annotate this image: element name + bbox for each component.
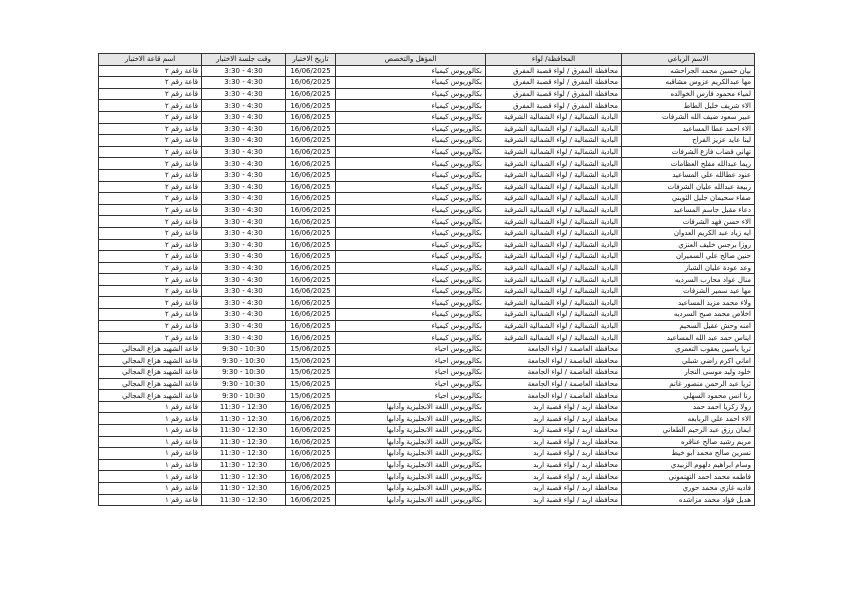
- cell-hall: قاعة رقم ٢: [99, 158, 202, 170]
- cell-date: 16/06/2025: [286, 413, 336, 425]
- cell-major: بكالوريوس احياء: [336, 390, 486, 402]
- cell-major: بكالوريوس كيمياء: [336, 239, 486, 251]
- header-region: المحافظة/ لواء: [486, 54, 622, 66]
- cell-date: 16/06/2025: [286, 332, 336, 344]
- cell-major: بكالوريوس كيمياء: [336, 332, 486, 344]
- cell-region: محافظة العاصمة / لواء الجامعة: [486, 355, 622, 367]
- table-row: [99, 204, 755, 216]
- cell-region: البادية الشمالية / لواء الشمالية الشرقية: [486, 251, 622, 263]
- cell-name: الاء حسن فهد الشرفات: [622, 216, 755, 228]
- cell-name: ثريا ياسين يعقوب التعمري: [622, 343, 755, 355]
- cell-name: لينا عايد عزيز الفراج: [622, 135, 755, 147]
- cell-region: محافظة اربد / لواء قصبة اربد: [486, 448, 622, 460]
- cell-region: البادية الشمالية / لواء الشمالية الشرقية: [486, 227, 622, 239]
- cell-name: ثريا عبد الرحمن منصور غانم: [622, 378, 755, 390]
- cell-name: حنين صالح علي السميران: [622, 251, 755, 263]
- table-row: [99, 332, 755, 344]
- cell-major: بكالوريوس اللغة الانجليزية وآدابها: [336, 494, 486, 506]
- cell-date: 16/06/2025: [286, 425, 336, 437]
- cell-region: البادية الشمالية / لواء الشمالية الشرقية: [486, 111, 622, 123]
- cell-hall: قاعة رقم ١: [99, 413, 202, 425]
- cell-time: 11:30 - 12:30: [202, 425, 286, 437]
- cell-region: البادية الشمالية / لواء الشمالية الشرقية: [486, 146, 622, 158]
- cell-hall: قاعة رقم ٢: [99, 216, 202, 228]
- cell-region: البادية الشمالية / لواء الشمالية الشرقية: [486, 216, 622, 228]
- cell-region: البادية الشمالية / لواء الشمالية الشرقية: [486, 332, 622, 344]
- cell-date: 16/06/2025: [286, 239, 336, 251]
- cell-time: 3:30 - 4:30: [202, 146, 286, 158]
- header-hall: اسم قاعة الاختبار: [99, 54, 202, 66]
- cell-major: بكالوريوس كيمياء: [336, 309, 486, 321]
- candidates-sheet: [98, 53, 754, 506]
- cell-date: 15/06/2025: [286, 367, 336, 379]
- cell-region: البادية الشمالية / لواء الشمالية الشرقية: [486, 285, 622, 297]
- cell-name: اماني اكرم راضي شبلي: [622, 355, 755, 367]
- cell-name: ايناس حمد عبد الله المساعيد: [622, 332, 755, 344]
- cell-date: 16/06/2025: [286, 436, 336, 448]
- cell-region: البادية الشمالية / لواء الشمالية الشرقية: [486, 169, 622, 181]
- cell-region: البادية الشمالية / لواء الشمالية الشرقية: [486, 239, 622, 251]
- cell-name: روزا برجس خليف العنزي: [622, 239, 755, 251]
- table-row: [99, 239, 755, 251]
- cell-major: بكالوريوس كيمياء: [336, 135, 486, 147]
- cell-date: 15/06/2025: [286, 343, 336, 355]
- cell-major: بكالوريوس كيمياء: [336, 158, 486, 170]
- table-row: [99, 436, 755, 448]
- cell-major: بكالوريوس اللغة الانجليزية وآدابها: [336, 413, 486, 425]
- cell-time: 3:30 - 4:30: [202, 285, 286, 297]
- cell-date: 16/06/2025: [286, 169, 336, 181]
- table-row: [99, 123, 755, 135]
- table-row: [99, 181, 755, 193]
- table-row: [99, 169, 755, 181]
- cell-time: 3:30 - 4:30: [202, 193, 286, 205]
- cell-date: 16/06/2025: [286, 482, 336, 494]
- cell-major: بكالوريوس كيمياء: [336, 77, 486, 89]
- cell-time: 3:30 - 4:30: [202, 204, 286, 216]
- cell-name: وسام ابراهيم دلهوم الزبيدي: [622, 459, 755, 471]
- header-major: المؤهل والتخصص: [336, 54, 486, 66]
- cell-hall: قاعة رقم ٢: [99, 297, 202, 309]
- cell-name: ايمان رزق عبد الرحيم الطعاني: [622, 425, 755, 437]
- cell-major: بكالوريوس كيمياء: [336, 65, 486, 77]
- cell-date: 16/06/2025: [286, 216, 336, 228]
- cell-name: الاء شريف خليل الطاط: [622, 100, 755, 112]
- cell-name: رنا انس محمود السهلي: [622, 390, 755, 402]
- table-row: [99, 88, 755, 100]
- cell-region: محافظة العاصمة / لواء الجامعة: [486, 343, 622, 355]
- cell-region: محافظة اربد / لواء قصبة اربد: [486, 436, 622, 448]
- table-row: [99, 216, 755, 228]
- table-row: [99, 77, 755, 89]
- cell-major: بكالوريوس كيمياء: [336, 251, 486, 263]
- cell-hall: قاعة رقم ٢: [99, 309, 202, 321]
- cell-date: 16/06/2025: [286, 227, 336, 239]
- cell-name: نسرين صالح محمد ابو خيط: [622, 448, 755, 460]
- cell-major: بكالوريوس كيمياء: [336, 146, 486, 158]
- cell-time: 9:30 - 10:30: [202, 355, 286, 367]
- cell-region: البادية الشمالية / لواء الشمالية الشرقية: [486, 135, 622, 147]
- table-row: [99, 367, 755, 379]
- cell-date: 16/06/2025: [286, 448, 336, 460]
- cell-hall: قاعة رقم ٢: [99, 146, 202, 158]
- table-row: [99, 459, 755, 471]
- cell-date: 16/06/2025: [286, 309, 336, 321]
- cell-major: بكالوريوس كيمياء: [336, 320, 486, 332]
- cell-hall: قاعة رقم ١: [99, 459, 202, 471]
- cell-name: خلود وليد موسى النجار: [622, 367, 755, 379]
- cell-hall: قاعة رقم ٢: [99, 135, 202, 147]
- cell-time: 3:30 - 4:30: [202, 274, 286, 286]
- cell-name: دعاء مقبل جاسم المساعيد: [622, 204, 755, 216]
- cell-time: 3:30 - 4:30: [202, 181, 286, 193]
- cell-time: 11:30 - 12:30: [202, 448, 286, 460]
- cell-hall: قاعة رقم ٢: [99, 239, 202, 251]
- cell-name: بيان حسين محمد الجراحشه: [622, 65, 755, 77]
- cell-time: 3:30 - 4:30: [202, 135, 286, 147]
- cell-hall: قاعة رقم ٢: [99, 193, 202, 205]
- table-row: [99, 158, 755, 170]
- cell-region: محافظة المفرق / لواء قصبة المفرق: [486, 65, 622, 77]
- candidates-table: [98, 53, 755, 506]
- cell-major: بكالوريوس كيمياء: [336, 111, 486, 123]
- cell-time: 11:30 - 12:30: [202, 401, 286, 413]
- cell-region: البادية الشمالية / لواء الشمالية الشرقية: [486, 193, 622, 205]
- cell-name: ريما عبدالله مفلح العظامات: [622, 158, 755, 170]
- cell-date: 16/06/2025: [286, 65, 336, 77]
- cell-time: 9:30 - 10:30: [202, 367, 286, 379]
- cell-region: محافظة اربد / لواء قصبة اربد: [486, 494, 622, 506]
- cell-major: بكالوريوس احياء: [336, 343, 486, 355]
- table-row: [99, 390, 755, 402]
- cell-hall: قاعة رقم ٢: [99, 169, 202, 181]
- header-time: وقت جلسة الاختبار: [202, 54, 286, 66]
- cell-date: 16/06/2025: [286, 401, 336, 413]
- table-row: [99, 274, 755, 286]
- cell-hall: قاعة رقم ١: [99, 471, 202, 483]
- table-row: [99, 413, 755, 425]
- cell-major: بكالوريوس كيمياء: [336, 88, 486, 100]
- cell-time: 3:30 - 4:30: [202, 320, 286, 332]
- cell-major: بكالوريوس اللغة الانجليزية وآدابها: [336, 436, 486, 448]
- cell-name: اخلاص محمد صبح السرديه: [622, 309, 755, 321]
- cell-time: 9:30 - 10:30: [202, 343, 286, 355]
- cell-region: محافظة اربد / لواء قصبة اربد: [486, 401, 622, 413]
- cell-major: بكالوريوس اللغة الانجليزية وآدابها: [336, 448, 486, 460]
- header-date: تاريخ الاختبار: [286, 54, 336, 66]
- cell-name: ايه زياد عبد الكريم العدوان: [622, 227, 755, 239]
- cell-name: هديل فؤاد محمد مزاشده: [622, 494, 755, 506]
- cell-date: 16/06/2025: [286, 111, 336, 123]
- cell-name: مريم رشيد صالح عناقره: [622, 436, 755, 448]
- cell-date: 16/06/2025: [286, 320, 336, 332]
- table-header: [99, 54, 755, 66]
- cell-major: بكالوريوس احياء: [336, 378, 486, 390]
- cell-date: 16/06/2025: [286, 274, 336, 286]
- cell-hall: قاعة الشهيد هزاع المجالي: [99, 378, 202, 390]
- cell-major: بكالوريوس اللغة الانجليزية وآدابها: [336, 425, 486, 437]
- cell-hall: قاعة رقم ٢: [99, 111, 202, 123]
- cell-date: 16/06/2025: [286, 77, 336, 89]
- cell-hall: قاعة رقم ٢: [99, 65, 202, 77]
- cell-name: مها عبدالكريم عزوس مشاقبه: [622, 77, 755, 89]
- cell-major: بكالوريوس كيمياء: [336, 123, 486, 135]
- cell-date: 16/06/2025: [286, 251, 336, 263]
- cell-date: 16/06/2025: [286, 285, 336, 297]
- cell-major: بكالوريوس كيمياء: [336, 297, 486, 309]
- table-row: [99, 425, 755, 437]
- cell-date: 16/06/2025: [286, 135, 336, 147]
- cell-hall: قاعة الشهيد هزاع المجالي: [99, 355, 202, 367]
- cell-time: 3:30 - 4:30: [202, 227, 286, 239]
- table-row: [99, 378, 755, 390]
- table-row: [99, 482, 755, 494]
- cell-hall: قاعة رقم ٢: [99, 77, 202, 89]
- cell-hall: قاعة رقم ٢: [99, 88, 202, 100]
- cell-time: 11:30 - 12:30: [202, 482, 286, 494]
- cell-hall: قاعة رقم ١: [99, 425, 202, 437]
- table-row: [99, 448, 755, 460]
- table-row: [99, 401, 755, 413]
- cell-major: بكالوريوس احياء: [336, 367, 486, 379]
- cell-date: 16/06/2025: [286, 193, 336, 205]
- cell-region: محافظة اربد / لواء قصبة اربد: [486, 425, 622, 437]
- cell-time: 11:30 - 12:30: [202, 494, 286, 506]
- cell-date: 15/06/2025: [286, 378, 336, 390]
- cell-region: البادية الشمالية / لواء الشمالية الشرقية: [486, 297, 622, 309]
- cell-date: 16/06/2025: [286, 494, 336, 506]
- table-row: [99, 343, 755, 355]
- cell-region: محافظة العاصمة / لواء الجامعة: [486, 390, 622, 402]
- cell-hall: قاعة الشهيد هزاع المجالي: [99, 343, 202, 355]
- cell-time: 9:30 - 10:30: [202, 378, 286, 390]
- cell-hall: قاعة رقم ١: [99, 448, 202, 460]
- cell-date: 16/06/2025: [286, 262, 336, 274]
- cell-time: 3:30 - 4:30: [202, 123, 286, 135]
- cell-major: بكالوريوس اللغة الانجليزية وآدابها: [336, 482, 486, 494]
- cell-hall: قاعة رقم ٢: [99, 100, 202, 112]
- cell-time: 3:30 - 4:30: [202, 332, 286, 344]
- cell-name: فاديه غازي محمد حوري: [622, 482, 755, 494]
- cell-major: بكالوريوس اللغة الانجليزية وآدابها: [336, 459, 486, 471]
- cell-region: محافظة العاصمة / لواء الجامعة: [486, 367, 622, 379]
- cell-time: 3:30 - 4:30: [202, 239, 286, 251]
- cell-hall: قاعة رقم ٢: [99, 123, 202, 135]
- table-row: [99, 135, 755, 147]
- cell-time: 3:30 - 4:30: [202, 100, 286, 112]
- table-row: [99, 262, 755, 274]
- cell-major: بكالوريوس كيمياء: [336, 204, 486, 216]
- cell-name: عبير سعود ضيف الله الشرفات: [622, 111, 755, 123]
- cell-hall: قاعة رقم ٢: [99, 262, 202, 274]
- cell-name: تهاني قضاب فازع الشرفات: [622, 146, 755, 158]
- table-body: [99, 65, 755, 506]
- cell-time: 3:30 - 4:30: [202, 158, 286, 170]
- cell-date: 16/06/2025: [286, 181, 336, 193]
- cell-name: وعد عودة عليان الشباز: [622, 262, 755, 274]
- cell-region: محافظة اربد / لواء قصبة اربد: [486, 482, 622, 494]
- cell-time: 3:30 - 4:30: [202, 88, 286, 100]
- cell-name: فاطمه محمد احمد التهتموني: [622, 471, 755, 483]
- cell-name: لمياء محمود فارس الخوالده: [622, 88, 755, 100]
- cell-time: 3:30 - 4:30: [202, 111, 286, 123]
- cell-date: 16/06/2025: [286, 88, 336, 100]
- cell-major: بكالوريوس كيمياء: [336, 227, 486, 239]
- cell-hall: قاعة الشهيد هزاع المجالي: [99, 367, 202, 379]
- cell-major: بكالوريوس كيمياء: [336, 193, 486, 205]
- cell-major: بكالوريوس كيمياء: [336, 216, 486, 228]
- cell-major: بكالوريوس احياء: [336, 355, 486, 367]
- cell-hall: قاعة رقم ٢: [99, 285, 202, 297]
- cell-hall: قاعة الشهيد هزاع المجالي: [99, 390, 202, 402]
- table-row: [99, 309, 755, 321]
- table-row: [99, 355, 755, 367]
- cell-hall: قاعة رقم ٢: [99, 320, 202, 332]
- cell-region: البادية الشمالية / لواء الشمالية الشرقية: [486, 158, 622, 170]
- cell-region: البادية الشمالية / لواء الشمالية الشرقية: [486, 204, 622, 216]
- cell-time: 11:30 - 12:30: [202, 471, 286, 483]
- cell-hall: قاعة رقم ٢: [99, 181, 202, 193]
- cell-major: بكالوريوس كيمياء: [336, 285, 486, 297]
- cell-region: البادية الشمالية / لواء الشمالية الشرقية: [486, 309, 622, 321]
- cell-date: 16/06/2025: [286, 146, 336, 158]
- cell-region: محافظة اربد / لواء قصبة اربد: [486, 459, 622, 471]
- table-row: [99, 193, 755, 205]
- header-name: الاسم الرباعي: [622, 54, 755, 66]
- table-row: [99, 100, 755, 112]
- header-row: [99, 54, 755, 66]
- cell-region: البادية الشمالية / لواء الشمالية الشرقية: [486, 123, 622, 135]
- cell-time: 3:30 - 4:30: [202, 169, 286, 181]
- cell-region: محافظة المفرق / لواء قصبة المفرق: [486, 100, 622, 112]
- cell-date: 15/06/2025: [286, 390, 336, 402]
- cell-hall: قاعة رقم ١: [99, 401, 202, 413]
- cell-date: 16/06/2025: [286, 297, 336, 309]
- cell-name: الاء احمد عطا المساعيد: [622, 123, 755, 135]
- cell-region: محافظة اربد / لواء قصبة اربد: [486, 413, 622, 425]
- cell-name: صفاء سحيمان جليل الثويني: [622, 193, 755, 205]
- table-row: [99, 471, 755, 483]
- cell-major: بكالوريوس كيمياء: [336, 169, 486, 181]
- table-row: [99, 227, 755, 239]
- cell-name: ربيعة عبدالله عليان الشرفات: [622, 181, 755, 193]
- cell-time: 9:30 - 10:30: [202, 390, 286, 402]
- cell-major: بكالوريوس كيمياء: [336, 274, 486, 286]
- cell-region: محافظة المفرق / لواء قصبة المفرق: [486, 77, 622, 89]
- cell-hall: قاعة رقم ١: [99, 482, 202, 494]
- cell-hall: قاعة رقم ٢: [99, 227, 202, 239]
- cell-major: بكالوريوس اللغة الانجليزية وآدابها: [336, 471, 486, 483]
- cell-region: البادية الشمالية / لواء الشمالية الشرقية: [486, 262, 622, 274]
- cell-region: محافظة اربد / لواء قصبة اربد: [486, 471, 622, 483]
- cell-time: 3:30 - 4:30: [202, 65, 286, 77]
- cell-region: محافظة العاصمة / لواء الجامعة: [486, 378, 622, 390]
- table-row: [99, 285, 755, 297]
- cell-time: 3:30 - 4:30: [202, 309, 286, 321]
- cell-date: 16/06/2025: [286, 204, 336, 216]
- table-row: [99, 320, 755, 332]
- cell-name: عنود عطالله علي المساعيد: [622, 169, 755, 181]
- cell-date: 16/06/2025: [286, 100, 336, 112]
- cell-time: 3:30 - 4:30: [202, 77, 286, 89]
- cell-region: البادية الشمالية / لواء الشمالية الشرقية: [486, 181, 622, 193]
- cell-name: ولاء محمد مزيد المساعيد: [622, 297, 755, 309]
- cell-region: محافظة المفرق / لواء قصبة المفرق: [486, 88, 622, 100]
- cell-name: الاء احمد علي الربابعه: [622, 413, 755, 425]
- cell-hall: قاعة رقم ٢: [99, 251, 202, 263]
- table-row: [99, 494, 755, 506]
- cell-date: 16/06/2025: [286, 158, 336, 170]
- cell-date: 15/06/2025: [286, 355, 336, 367]
- cell-hall: قاعة رقم ٢: [99, 274, 202, 286]
- table-row: [99, 111, 755, 123]
- cell-hall: قاعة رقم ٢: [99, 204, 202, 216]
- cell-time: 3:30 - 4:30: [202, 216, 286, 228]
- cell-region: البادية الشمالية / لواء الشمالية الشرقية: [486, 274, 622, 286]
- cell-major: بكالوريوس كيمياء: [336, 262, 486, 274]
- table-row: [99, 251, 755, 263]
- cell-major: بكالوريوس اللغة الانجليزية وآدابها: [336, 401, 486, 413]
- cell-name: منال عواد محارب السرديه: [622, 274, 755, 286]
- cell-hall: قاعة رقم ١: [99, 436, 202, 448]
- table-row: [99, 65, 755, 77]
- cell-date: 16/06/2025: [286, 459, 336, 471]
- cell-name: رولا زكريا احمد حمد: [622, 401, 755, 413]
- cell-time: 3:30 - 4:30: [202, 262, 286, 274]
- cell-major: بكالوريوس كيمياء: [336, 181, 486, 193]
- table-row: [99, 146, 755, 158]
- cell-time: 3:30 - 4:30: [202, 297, 286, 309]
- cell-major: بكالوريوس كيمياء: [336, 100, 486, 112]
- cell-date: 16/06/2025: [286, 123, 336, 135]
- cell-hall: قاعة رقم ١: [99, 494, 202, 506]
- cell-time: 11:30 - 12:30: [202, 413, 286, 425]
- cell-name: مها عيد سمير الشرفات: [622, 285, 755, 297]
- cell-name: امنه وحش عقيل السحيم: [622, 320, 755, 332]
- cell-time: 11:30 - 12:30: [202, 459, 286, 471]
- cell-time: 11:30 - 12:30: [202, 436, 286, 448]
- cell-time: 3:30 - 4:30: [202, 251, 286, 263]
- cell-region: البادية الشمالية / لواء الشمالية الشرقية: [486, 320, 622, 332]
- cell-hall: قاعة رقم ٢: [99, 332, 202, 344]
- cell-date: 16/06/2025: [286, 471, 336, 483]
- table-row: [99, 297, 755, 309]
